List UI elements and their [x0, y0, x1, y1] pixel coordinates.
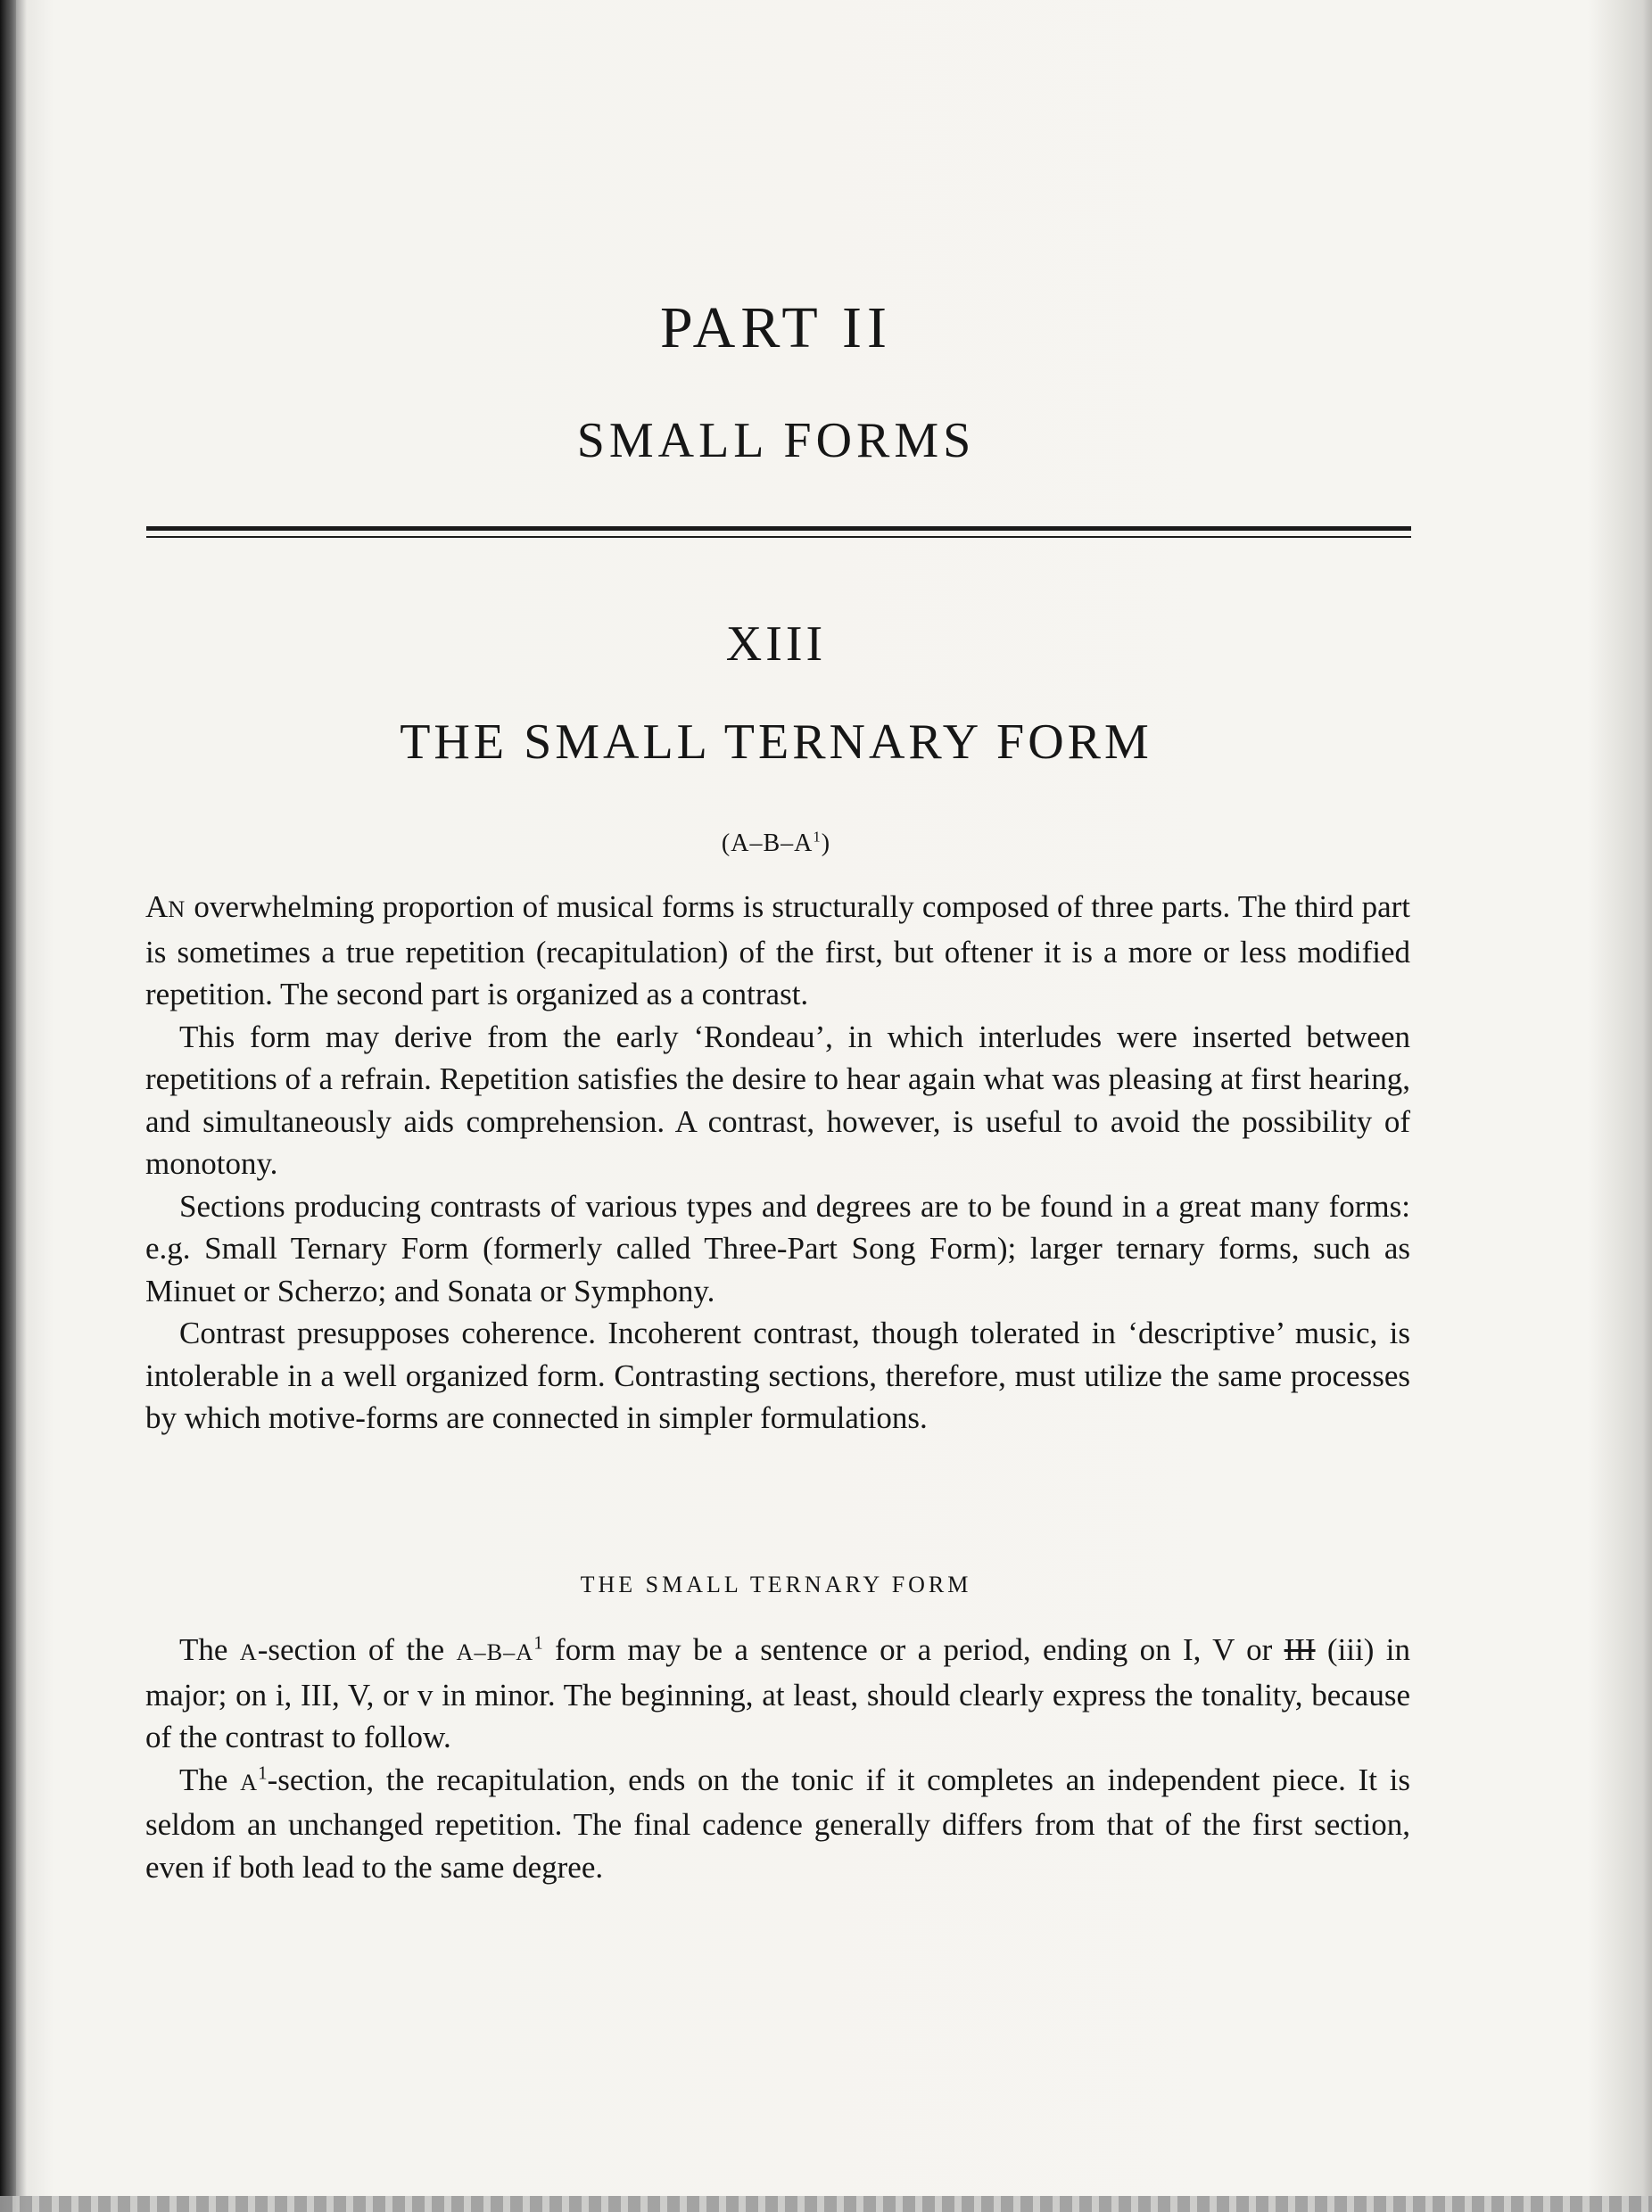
divider-rule-thin	[146, 536, 1411, 538]
section-p2-smallcap-a: A	[240, 1769, 259, 1795]
part-subtitle: SMALL FORMS	[576, 413, 976, 468]
section-p1-part-b: -section of the	[257, 1632, 457, 1667]
page-bottom-edge	[0, 2196, 1652, 2212]
section-p2-part-a: The	[179, 1762, 241, 1797]
section-text	[145, 1629, 1410, 1888]
page-binding-shadow	[0, 0, 16, 2212]
drop-letter: A	[145, 889, 169, 924]
chapter-number: XIII	[725, 616, 827, 672]
section-p1-part-c: form may be a sentence or a period, ending on I, V or	[542, 1632, 1284, 1667]
intro-text	[145, 886, 1410, 1440]
section-p2-part-b: -section, the recapitulation, ends on the tonic if it completes an independent piece. It is seldom an unchanged repetition. The final cadence generally differs from that of the first section, even if both lead to the same degree.	[145, 1762, 1410, 1885]
small-cap-letter: N	[168, 896, 186, 922]
formula-close: )	[821, 830, 831, 857]
part-title: PART II	[660, 295, 892, 360]
divider-rule-thick	[146, 526, 1411, 531]
chapter-title: THE SMALL TERNARY FORM	[400, 714, 1152, 770]
section-p1-smallcap-aba: A–B–A	[456, 1639, 534, 1665]
form-formula	[143, 830, 1409, 858]
section-p2-superscript: 1	[258, 1761, 268, 1783]
section-paragraph-1	[145, 1629, 1410, 1759]
intro-paragraph-1	[145, 886, 1410, 1016]
page-right-edge	[1643, 0, 1652, 2212]
section-p1-smallcap-a: A	[239, 1639, 258, 1665]
formula-superscript: 1	[813, 828, 822, 846]
intro-paragraph-2: This form may derive from the early ‘Rondeau’, in which interludes were inserted between repetitions of a refrain. Repetition satisfies the desire to hear again what was pleasing at first hearing, and simultaneously aids comprehension. A contrast, however, is useful to avoid the possibility of monotony.	[145, 1019, 1410, 1181]
section-p1-struck-numeral: III	[1284, 1632, 1316, 1667]
section-heading: THE SMALL TERNARY FORM	[580, 1572, 972, 1597]
section-p1-part-d: (iii) in major; on i, III, V, or v in minor. The beginning, at least, should clearly express the tonality, because of the contrast to follow.	[145, 1632, 1410, 1754]
section-paragraph-2	[145, 1759, 1410, 1889]
section-p1-superscript: 1	[533, 1631, 543, 1654]
intro-paragraph-3: Sections producing contrasts of various types and degrees are to be found in a great many forms: e.g. Small Ternary Form (formerly called Three-Part Song Form); larger ternary forms, such as Minuet or Scherzo; and Sonata or Symphony.	[145, 1188, 1410, 1308]
intro-paragraph-1-text: overwhelming proportion of musical forms is structurally composed of three parts. The third part is sometimes a true repetition (recapitulation) of the first, but oftener it is a more or less modified repetition. The second part is organized as a contrast.	[145, 889, 1410, 1011]
intro-paragraph-4: Contrast presupposes coherence. Incoherent contrast, though tolerated in ‘descriptive’ music, is intolerable in a well organized form. Contrasting sections, therefore, must utilize the same processes by which motive-forms are connected in simpler formulations.	[145, 1316, 1410, 1435]
formula-base: (A–B–A	[721, 830, 814, 857]
section-p1-part-a: The	[179, 1632, 240, 1667]
